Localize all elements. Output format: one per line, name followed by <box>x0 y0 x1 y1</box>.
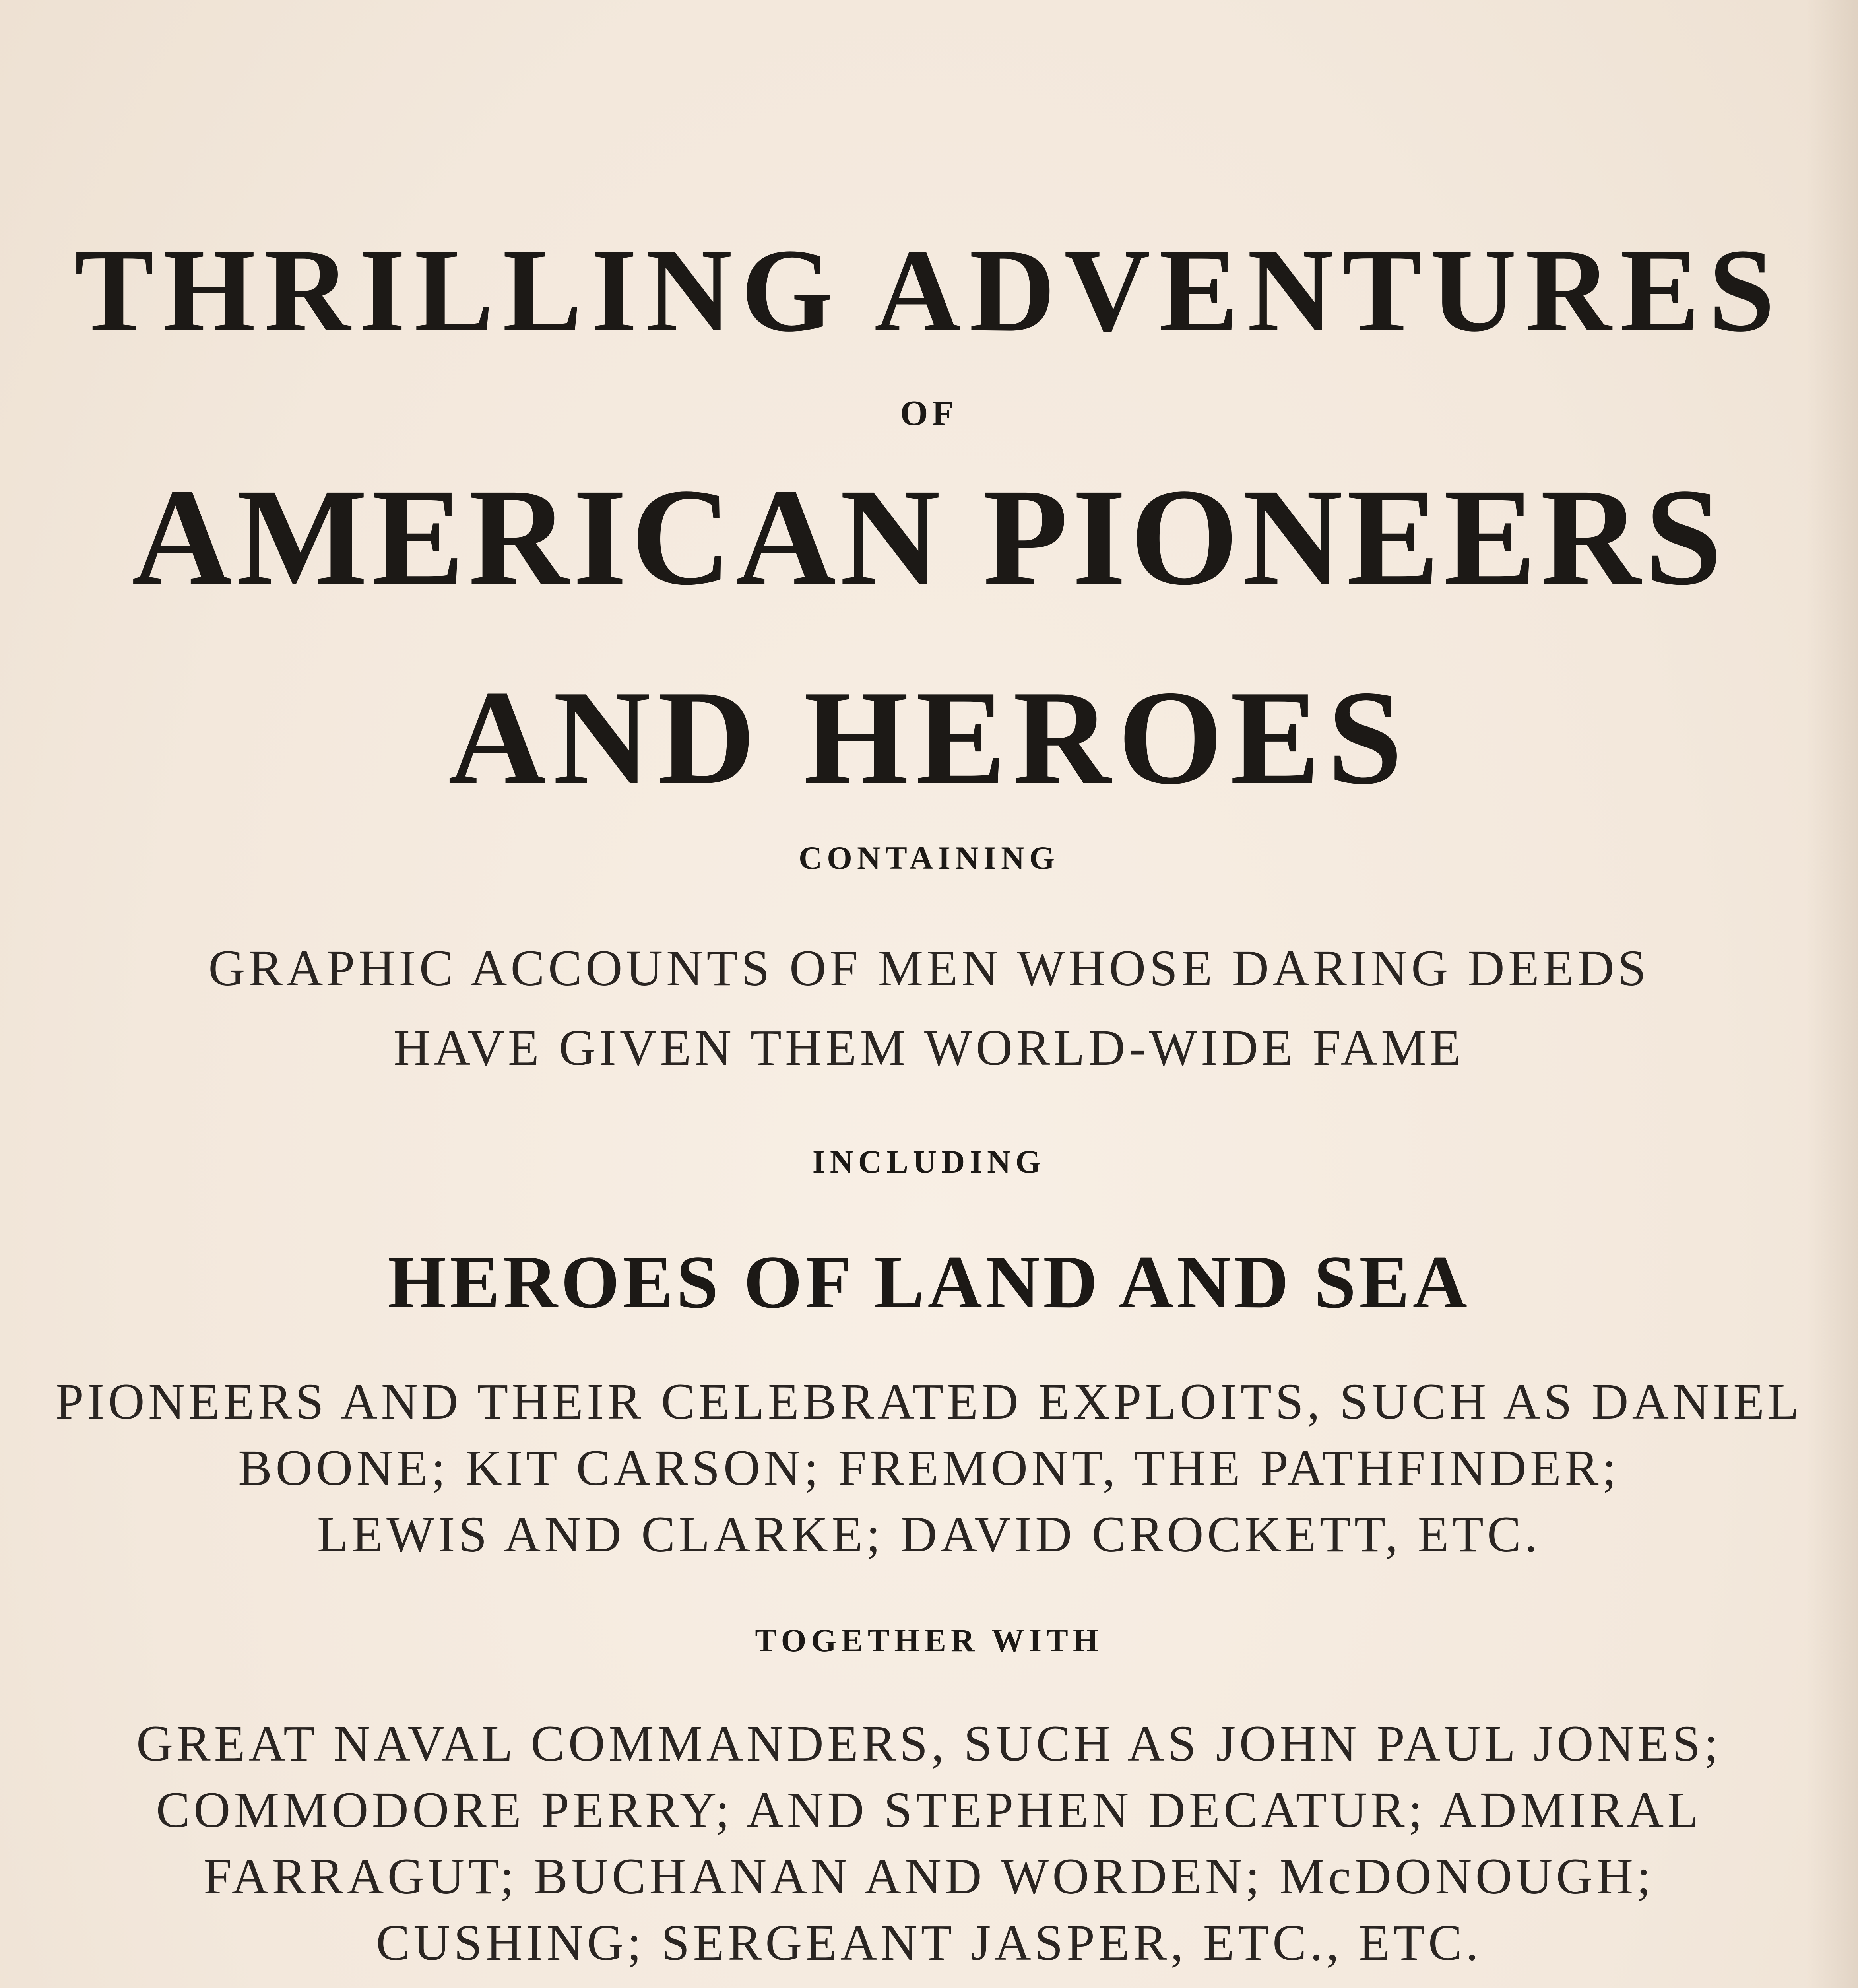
naval-line-4: CUSHING; SERGEANT JASPER, ETC., ETC. <box>376 1914 1482 1971</box>
containing-label: CONTAINING <box>798 840 1060 876</box>
heroes-heading: HEROES OF LAND AND SEA <box>388 1241 1470 1324</box>
naval-line-2: COMMODORE PERRY; AND STEPHEN DECATUR; ADMIRAL <box>156 1782 1702 1838</box>
page-edge-shadow <box>1806 0 1858 1988</box>
title-line-1: THRILLING ADVENTURES <box>74 224 1784 356</box>
title-line-2: AMERICAN PIONEERS <box>132 460 1726 614</box>
including-label: INCLUDING <box>812 1143 1046 1180</box>
naval-line-1: GREAT NAVAL COMMANDERS, SUCH AS JOHN PAUL JONES; <box>136 1715 1722 1772</box>
naval-line-3: FARRAGUT; BUCHANAN AND WORDEN; McDONOUGH; <box>204 1848 1654 1905</box>
pioneers-line-3: LEWIS AND CLARKE; DAVID CROCKETT, ETC. <box>317 1506 1541 1563</box>
graphic-accounts-line-1: GRAPHIC ACCOUNTS OF MEN WHOSE DARING DEEDS <box>208 940 1650 996</box>
pioneers-line-1: PIONEERS AND THEIR CELEBRATED EXPLOITS, SUCH AS DANIEL <box>55 1373 1803 1430</box>
title-line-3: AND HEROES <box>448 662 1410 812</box>
together-with-label: TOGETHER WITH <box>755 1622 1103 1658</box>
pioneers-line-2: BOONE; KIT CARSON; FREMONT, THE PATHFINDER; <box>238 1440 1620 1496</box>
graphic-accounts-line-2: HAVE GIVEN THEM WORLD-WIDE FAME <box>393 1019 1465 1076</box>
title-of: OF <box>900 394 958 433</box>
